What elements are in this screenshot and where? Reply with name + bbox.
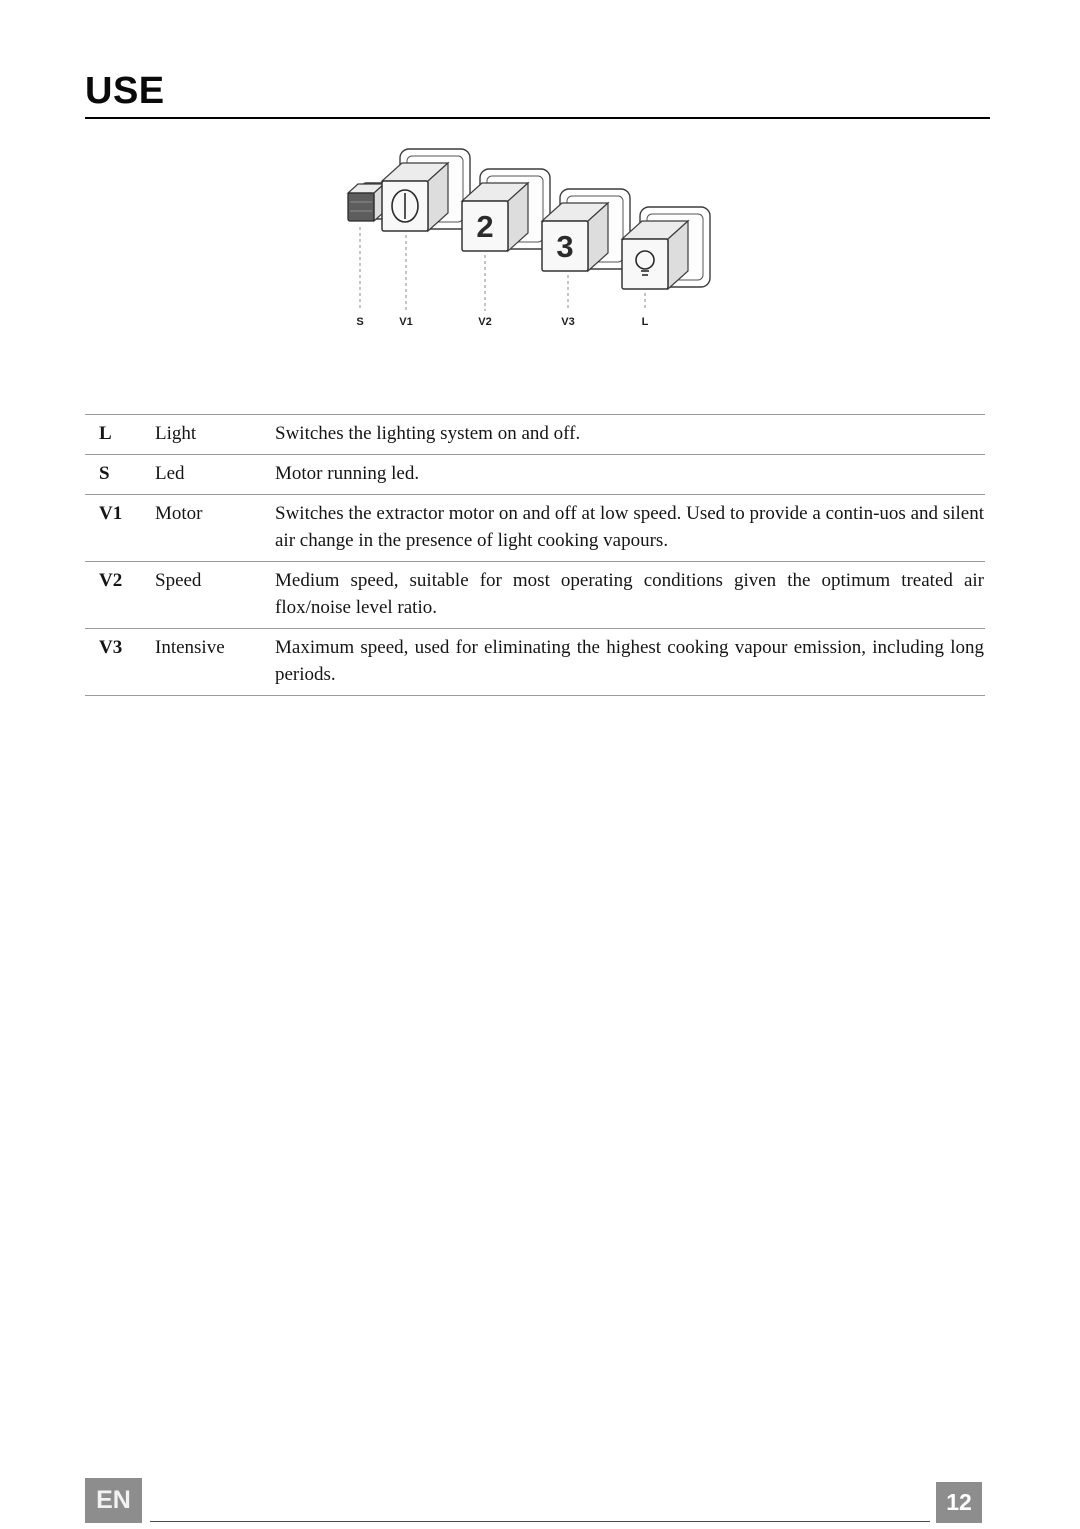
control-key: S xyxy=(85,455,155,495)
switch-label-s: S xyxy=(356,316,364,328)
table-row xyxy=(85,455,985,495)
title-underline xyxy=(85,117,990,119)
table-row xyxy=(85,562,985,629)
switch-l-illustration xyxy=(622,207,710,289)
switch-label-v2: V2 xyxy=(478,316,492,328)
switch-label-v1: V1 xyxy=(399,316,413,328)
language-badge: EN xyxy=(85,1478,142,1523)
switch-label-v3: V3 xyxy=(561,316,575,328)
switch-labels xyxy=(356,316,648,328)
switch-v2-illustration xyxy=(462,169,550,251)
page-title: USE xyxy=(85,70,165,112)
control-description: Maximum speed, used for eliminating the highest cooking vapour emission, including long periods. xyxy=(275,629,985,696)
control-description: Motor running led. xyxy=(275,455,985,495)
control-name: Light xyxy=(155,415,275,455)
switch-panel-illustration xyxy=(338,143,738,343)
control-description: Switches the lighting system on and off. xyxy=(275,415,985,455)
switch-panel-svg xyxy=(338,143,738,343)
control-key: V2 xyxy=(85,562,155,629)
face-label-v3: 3 xyxy=(556,229,574,264)
face-label-v2: 2 xyxy=(476,209,494,244)
switch-v1-illustration xyxy=(382,149,470,231)
control-description: Medium speed, suitable for most operating conditions given the optimum treated air flox/noise level ratio. xyxy=(275,562,985,629)
control-key: L xyxy=(85,415,155,455)
controls-table xyxy=(85,414,985,696)
control-name: Speed xyxy=(155,562,275,629)
control-description: Switches the extractor motor on and off at low speed. Used to provide a contin-uos and silent air change in the presence of light cooking vapours. xyxy=(275,495,985,562)
control-key: V1 xyxy=(85,495,155,562)
footer-rule xyxy=(150,1521,930,1522)
table-row xyxy=(85,415,985,455)
table-row xyxy=(85,495,985,562)
control-name: Intensive xyxy=(155,629,275,696)
table-row xyxy=(85,629,985,696)
control-name: Led xyxy=(155,455,275,495)
page-number: 12 xyxy=(936,1482,982,1523)
led-button-icon xyxy=(348,193,374,221)
control-name: Motor xyxy=(155,495,275,562)
switch-v3-illustration xyxy=(542,189,630,271)
switch-label-l: L xyxy=(641,316,649,328)
control-key: V3 xyxy=(85,629,155,696)
